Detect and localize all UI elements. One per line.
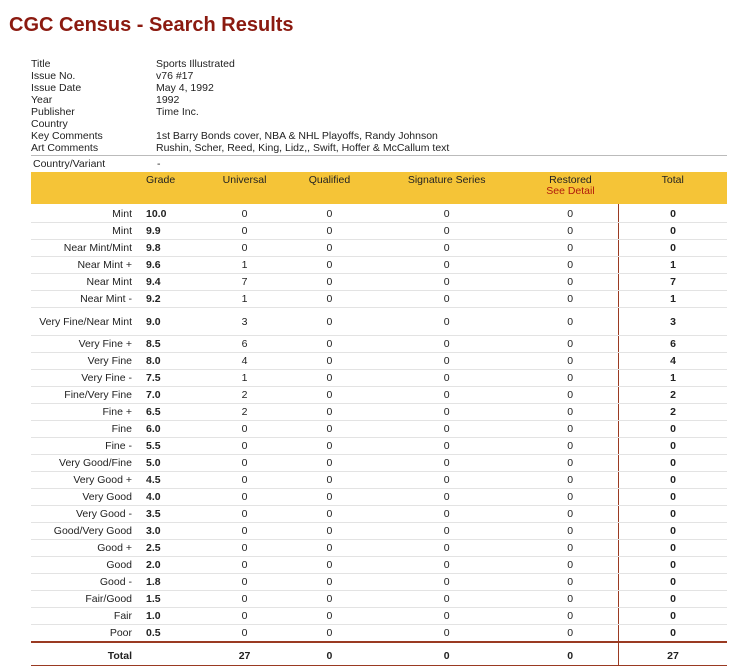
universal-count: 6 — [201, 336, 288, 353]
grade-name: Very Fine + — [31, 336, 146, 353]
restored-count: 0 — [522, 204, 618, 223]
info-label: Art Comments — [31, 142, 156, 156]
census-row — [31, 370, 727, 387]
info-row — [31, 106, 727, 118]
restored-count: 0 — [522, 223, 618, 240]
totals-signature: 0 — [371, 642, 523, 666]
signature-count: 0 — [371, 370, 523, 387]
grade-name: Mint — [31, 204, 146, 223]
qualified-count: 0 — [288, 438, 371, 455]
universal-count: 0 — [201, 438, 288, 455]
grade-value: 9.0 — [146, 308, 201, 336]
total-count: 0 — [619, 506, 728, 523]
restored-count: 0 — [522, 353, 618, 370]
signature-count: 0 — [371, 421, 523, 438]
grade-name: Mint — [31, 223, 146, 240]
total-count: 1 — [619, 370, 728, 387]
info-label: Publisher — [31, 106, 75, 118]
signature-count: 0 — [371, 291, 523, 308]
qualified-count: 0 — [288, 404, 371, 421]
signature-count: 0 — [371, 472, 523, 489]
qualified-count: 0 — [288, 591, 371, 608]
grade-value: 10.0 — [146, 204, 201, 223]
restored-count: 0 — [522, 387, 618, 404]
signature-count: 0 — [371, 625, 523, 643]
totals-qualified: 0 — [288, 642, 371, 666]
census-row — [31, 455, 727, 472]
census-row — [31, 489, 727, 506]
signature-count: 0 — [371, 540, 523, 557]
grade-name: Very Fine - — [31, 370, 146, 387]
universal-count: 4 — [201, 353, 288, 370]
universal-count: 0 — [201, 625, 288, 643]
total-count: 7 — [619, 274, 728, 291]
header-restored-label: Restored — [549, 174, 592, 186]
issue-info-table — [31, 58, 727, 156]
grade-name: Very Fine — [31, 353, 146, 370]
restored-count: 0 — [522, 591, 618, 608]
qualified-count: 0 — [288, 557, 371, 574]
universal-count: 0 — [201, 421, 288, 438]
info-label: Country — [31, 118, 68, 130]
info-row — [31, 82, 727, 94]
grade-value: 9.4 — [146, 274, 201, 291]
total-count: 0 — [619, 540, 728, 557]
qualified-count: 0 — [288, 370, 371, 387]
restored-count: 0 — [522, 421, 618, 438]
grade-value: 7.0 — [146, 387, 201, 404]
info-row — [31, 118, 727, 130]
restored-count: 0 — [522, 608, 618, 625]
grade-value: 9.2 — [146, 291, 201, 308]
census-row — [31, 204, 727, 223]
census-row — [31, 625, 727, 643]
restored-count: 0 — [522, 489, 618, 506]
grade-value: 9.6 — [146, 257, 201, 274]
total-count: 0 — [619, 438, 728, 455]
restored-count: 0 — [522, 472, 618, 489]
census-row — [31, 291, 727, 308]
restored-count: 0 — [522, 370, 618, 387]
census-table — [31, 172, 727, 666]
signature-count: 0 — [371, 506, 523, 523]
totals-row — [31, 642, 727, 666]
restored-count: 0 — [522, 438, 618, 455]
census-row — [31, 404, 727, 421]
grade-name: Fair/Good — [31, 591, 146, 608]
info-row — [31, 70, 727, 82]
census-header-row — [31, 172, 727, 204]
census-row — [31, 421, 727, 438]
census-row — [31, 574, 727, 591]
census-row — [31, 540, 727, 557]
totals-total: 27 — [619, 642, 728, 666]
totals-label: Total — [31, 642, 146, 666]
signature-count: 0 — [371, 557, 523, 574]
qualified-count: 0 — [288, 455, 371, 472]
info-label: Issue Date — [31, 82, 82, 94]
signature-count: 0 — [371, 257, 523, 274]
signature-count: 0 — [371, 591, 523, 608]
header-grade: Grade — [146, 172, 201, 204]
grade-value: 2.0 — [146, 557, 201, 574]
total-count: 1 — [619, 291, 728, 308]
grade-value: 6.0 — [146, 421, 201, 438]
grade-name: Very Good + — [31, 472, 146, 489]
census-row — [31, 506, 727, 523]
total-count: 2 — [619, 404, 728, 421]
grade-value: 8.0 — [146, 353, 201, 370]
signature-count: 0 — [371, 608, 523, 625]
info-value: v76 #17 — [156, 70, 194, 82]
total-count: 2 — [619, 387, 728, 404]
census-row — [31, 240, 727, 257]
info-row — [31, 94, 727, 106]
total-count: 0 — [619, 591, 728, 608]
total-count: 0 — [619, 574, 728, 591]
see-detail-link[interactable]: See Detail — [546, 185, 595, 197]
qualified-count: 0 — [288, 540, 371, 557]
universal-count: 0 — [201, 489, 288, 506]
qualified-count: 0 — [288, 240, 371, 257]
info-row — [31, 58, 727, 70]
country-variant-label: Country/Variant — [33, 158, 106, 170]
qualified-count: 0 — [288, 353, 371, 370]
qualified-count: 0 — [288, 387, 371, 404]
universal-count: 3 — [201, 308, 288, 336]
restored-count: 0 — [522, 574, 618, 591]
info-value: 1992 — [156, 94, 180, 106]
qualified-count: 0 — [288, 472, 371, 489]
universal-count: 2 — [201, 387, 288, 404]
qualified-count: 0 — [288, 336, 371, 353]
grade-value: 1.0 — [146, 608, 201, 625]
restored-count: 0 — [522, 506, 618, 523]
total-count: 0 — [619, 608, 728, 625]
universal-count: 0 — [201, 472, 288, 489]
census-row — [31, 557, 727, 574]
totals-universal: 27 — [201, 642, 288, 666]
info-row — [31, 130, 727, 142]
info-value: 1st Barry Bonds cover, NBA & NHL Playoffs, Randy Johnson — [156, 130, 438, 142]
universal-count: 0 — [201, 223, 288, 240]
signature-count: 0 — [371, 574, 523, 591]
universal-count: 1 — [201, 257, 288, 274]
census-row — [31, 591, 727, 608]
total-count: 3 — [619, 308, 728, 336]
restored-count: 0 — [522, 625, 618, 643]
header-qualified: Qualified — [288, 172, 371, 204]
signature-count: 0 — [371, 336, 523, 353]
total-count: 0 — [619, 223, 728, 240]
signature-count: 0 — [371, 240, 523, 257]
signature-count: 0 — [371, 308, 523, 336]
info-value — [156, 118, 727, 130]
grade-name: Good + — [31, 540, 146, 557]
grade-value: 5.0 — [146, 455, 201, 472]
census-row — [31, 523, 727, 540]
universal-count: 1 — [201, 370, 288, 387]
grade-name: Near Mint - — [31, 291, 146, 308]
header-total: Total — [619, 172, 728, 204]
signature-count: 0 — [371, 274, 523, 291]
grade-name: Near Mint + — [31, 257, 146, 274]
qualified-count: 0 — [288, 223, 371, 240]
restored-count: 0 — [522, 557, 618, 574]
restored-count: 0 — [522, 540, 618, 557]
grade-value: 9.9 — [146, 223, 201, 240]
page-title: CGC Census - Search Results — [9, 14, 294, 36]
universal-count: 0 — [201, 506, 288, 523]
grade-name: Near Mint — [31, 274, 146, 291]
grade-name: Good/Very Good — [31, 523, 146, 540]
total-count: 0 — [619, 489, 728, 506]
grade-value: 2.5 — [146, 540, 201, 557]
grade-name: Good - — [31, 574, 146, 591]
total-count: 0 — [619, 523, 728, 540]
restored-count: 0 — [522, 240, 618, 257]
signature-count: 0 — [371, 204, 523, 223]
signature-count: 0 — [371, 455, 523, 472]
grade-value: 3.5 — [146, 506, 201, 523]
total-count: 1 — [619, 257, 728, 274]
grade-name: Poor — [31, 625, 146, 643]
total-count: 0 — [619, 625, 728, 643]
qualified-count: 0 — [288, 506, 371, 523]
census-row — [31, 336, 727, 353]
grade-value: 1.8 — [146, 574, 201, 591]
info-label: Year — [31, 94, 53, 106]
total-count: 0 — [619, 455, 728, 472]
total-count: 6 — [619, 336, 728, 353]
census-row — [31, 608, 727, 625]
restored-count: 0 — [522, 274, 618, 291]
grade-name: Fine + — [31, 404, 146, 421]
qualified-count: 0 — [288, 489, 371, 506]
header-grade-name-blank — [31, 172, 146, 204]
universal-count: 0 — [201, 540, 288, 557]
grade-value: 7.5 — [146, 370, 201, 387]
info-row — [31, 142, 727, 156]
grade-name: Very Fine/Near Mint — [31, 308, 146, 336]
restored-count: 0 — [522, 404, 618, 421]
universal-count: 0 — [201, 608, 288, 625]
universal-count: 0 — [201, 204, 288, 223]
grade-name: Good — [31, 557, 146, 574]
qualified-count: 0 — [288, 204, 371, 223]
signature-count: 0 — [371, 404, 523, 421]
universal-count: 2 — [201, 404, 288, 421]
header-universal: Universal — [201, 172, 288, 204]
signature-count: 0 — [371, 438, 523, 455]
signature-count: 0 — [371, 223, 523, 240]
universal-count: 0 — [201, 240, 288, 257]
grade-value: 6.5 — [146, 404, 201, 421]
grade-name: Very Good/Fine — [31, 455, 146, 472]
grade-value: 1.5 — [146, 591, 201, 608]
grade-name: Fine/Very Fine — [31, 387, 146, 404]
qualified-count: 0 — [288, 308, 371, 336]
info-value: Rushin, Scher, Reed, King, Lidz,, Swift, Hoffer & McCallum text — [156, 142, 727, 156]
header-restored — [522, 172, 618, 204]
grade-value: 0.5 — [146, 625, 201, 643]
info-value: Time Inc. — [156, 106, 199, 118]
grade-value: 5.5 — [146, 438, 201, 455]
country-variant-row — [31, 156, 727, 172]
census-row — [31, 353, 727, 370]
signature-count: 0 — [371, 489, 523, 506]
census-row — [31, 472, 727, 489]
total-count: 0 — [619, 472, 728, 489]
qualified-count: 0 — [288, 421, 371, 438]
universal-count: 1 — [201, 291, 288, 308]
total-count: 0 — [619, 421, 728, 438]
grade-value: 4.5 — [146, 472, 201, 489]
census-row — [31, 387, 727, 404]
total-count: 0 — [619, 240, 728, 257]
totals-restored: 0 — [522, 642, 618, 666]
grade-name: Near Mint/Mint — [31, 240, 146, 257]
header-signature-series: Signature Series — [371, 172, 523, 204]
grade-value: 8.5 — [146, 336, 201, 353]
info-value: Sports Illustrated — [156, 58, 235, 70]
grade-name: Fair — [31, 608, 146, 625]
qualified-count: 0 — [288, 257, 371, 274]
info-label: Key Comments — [31, 130, 103, 142]
total-count: 0 — [619, 557, 728, 574]
grade-value: 4.0 — [146, 489, 201, 506]
qualified-count: 0 — [288, 291, 371, 308]
grade-name: Fine — [31, 421, 146, 438]
signature-count: 0 — [371, 387, 523, 404]
census-row — [31, 223, 727, 240]
qualified-count: 0 — [288, 574, 371, 591]
census-row — [31, 274, 727, 291]
universal-count: 7 — [201, 274, 288, 291]
grade-name: Very Good - — [31, 506, 146, 523]
census-row — [31, 308, 727, 336]
qualified-count: 0 — [288, 523, 371, 540]
universal-count: 0 — [201, 523, 288, 540]
universal-count: 0 — [201, 557, 288, 574]
info-value: May 4, 1992 — [156, 82, 214, 94]
country-variant-value: - — [157, 158, 161, 170]
totals-grade-blank — [146, 642, 201, 666]
restored-count: 0 — [522, 523, 618, 540]
grade-value: 9.8 — [146, 240, 201, 257]
universal-count: 0 — [201, 591, 288, 608]
grade-value: 3.0 — [146, 523, 201, 540]
info-label: Issue No. — [31, 70, 76, 82]
signature-count: 0 — [371, 353, 523, 370]
restored-count: 0 — [522, 455, 618, 472]
info-label: Title — [31, 58, 51, 70]
grade-name: Fine - — [31, 438, 146, 455]
restored-count: 0 — [522, 308, 618, 336]
qualified-count: 0 — [288, 608, 371, 625]
restored-count: 0 — [522, 336, 618, 353]
census-row — [31, 438, 727, 455]
qualified-count: 0 — [288, 625, 371, 643]
total-count: 0 — [619, 204, 728, 223]
total-count: 4 — [619, 353, 728, 370]
universal-count: 0 — [201, 574, 288, 591]
qualified-count: 0 — [288, 274, 371, 291]
census-row — [31, 257, 727, 274]
restored-count: 0 — [522, 257, 618, 274]
grade-name: Very Good — [31, 489, 146, 506]
universal-count: 0 — [201, 455, 288, 472]
signature-count: 0 — [371, 523, 523, 540]
restored-count: 0 — [522, 291, 618, 308]
